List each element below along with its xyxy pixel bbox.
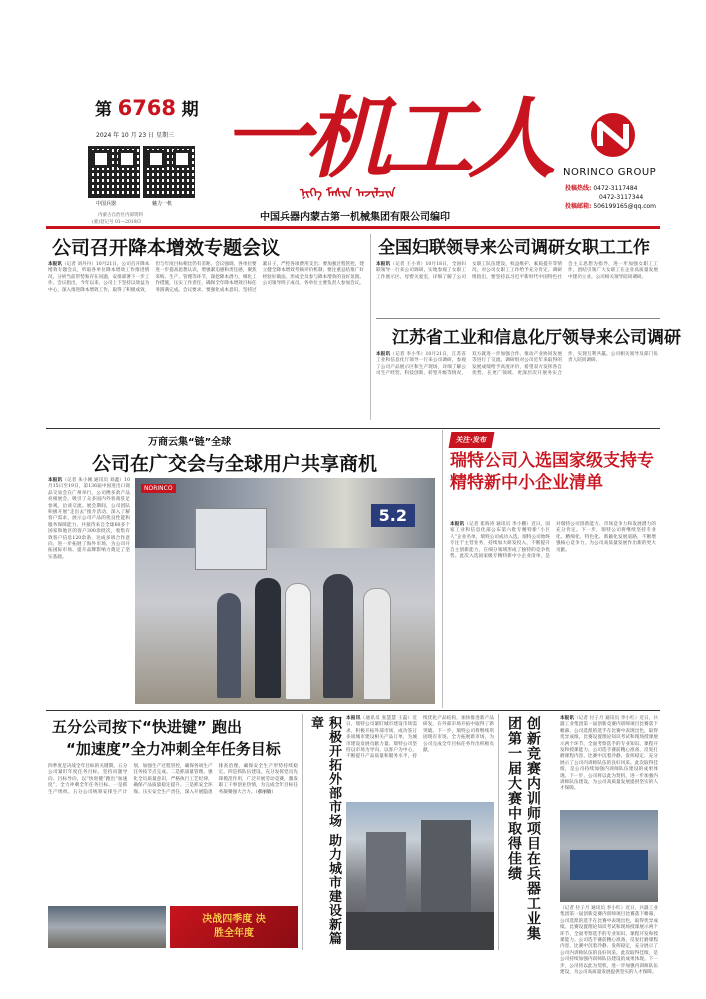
- article-6-body: [48, 764, 298, 904]
- contact-row: [565, 193, 656, 202]
- article-3-body: [376, 352, 658, 420]
- section-rule: [46, 428, 660, 429]
- article-4-photo: [135, 478, 435, 704]
- article-8-headline: 创新竞赛内训师项目在兵器工业集团第一届大赛中取得佳绩: [506, 716, 541, 941]
- article-7-headline: 积极开拓外部市场 助力城市建设新篇章: [308, 716, 341, 946]
- road-figure: [346, 912, 494, 950]
- article-2-body: [376, 262, 658, 314]
- issue-date: 2024 年 10 月 23 日 星期三: [96, 132, 174, 139]
- article-5-body: [450, 522, 656, 706]
- article-6-text: 四季度是决战全年目标的关键期。五分公司紧盯年度任务目标，坚持问题导向、目标导向，以“快进键”跑出“加速度”，全力冲刺全年任务目标。一是抓生产组织。五分公司统筹安排生产计划，加强生产过程管控，确保各项生产任务按节点完成。二是抓质量管理。强化全员质量意识，严格执行工艺纪律，确保产品质量稳定提升。三是抓安全环保。压实安全生产责任，深入开展隐患排查治理，确保安全生产形势持续稳定。四是抓队伍建设。充分发挥党员先锋模范作用，广泛开展劳动竞赛，激发职工干事创业热情，为完成全年目标任务凝聚强大合力。: [48, 764, 298, 795]
- section-rule: [46, 710, 660, 711]
- building-figure: [421, 820, 471, 912]
- qr-caption-left: 中国兵器: [96, 201, 117, 207]
- article-3-text: （记者 李小华）10月21日，江苏省工业和信息化厅领导一行来公司调研，参观了公司产品展示区和生产现场，详细了解公司生产经营、科技创新、转型升级等情况，双方就进一步加强合作、推动产业协同发展等进行了交流。调研组对公司近年来取得的发展成绩给予高度评价，希望双方发挥各自优势，在更广领域、更深层次开展务实合作，实现互利共赢。公司相关领导及部门负责人陪同调研。: [376, 352, 658, 377]
- column-divider: [370, 234, 371, 420]
- contact-row: [565, 202, 656, 211]
- publisher-line: 中国兵器内蒙古第一机械集团有限公司编印: [260, 212, 450, 223]
- qr-code-left: [88, 146, 140, 198]
- article-6-headline-line1: 五分公司按下“快进键” 跑出: [52, 718, 242, 736]
- person-figure: [323, 574, 353, 698]
- article-8-byline: 本报讯: [560, 716, 575, 721]
- article-6-headline-line2: “加速度”全力冲刺全年任务目标: [66, 740, 281, 758]
- contact-value: 0472-3117344: [599, 194, 644, 201]
- article-4-headline: 公司在广交会与全球用户共享商机: [92, 453, 378, 475]
- issue-number-block: [95, 95, 199, 120]
- article-4-body: [48, 478, 130, 704]
- internal-note-2: (蒙)登记号 01—2019/3: [92, 220, 141, 225]
- issue-suffix: 期: [181, 100, 199, 120]
- banner-text: 决战四季度 决胜全年度: [202, 914, 266, 939]
- issue-number: 6768: [117, 96, 177, 120]
- article-6-banner: [170, 906, 298, 948]
- article-1-byline: 本报讯: [48, 262, 62, 267]
- article-1-text: （记者 刘丹丹）10月21日，公司召开降本增效专题会议，听取各单位降本增效工作推进情况，分析当前形势和存在问题，安排部署下一步工作。会议指出，今年以来，公司上下坚持以效益为中心，深入推进降本增效工作，取得了积极成效，但与年度目标相比仍有差距。会议强调，各单位要进一步提高思想认识，增强紧迫感和责任感，聚焦采购、生产、管理等环节，深挖降本潜力，细化工作措施，压实工作责任，确保全年降本增效目标任务圆满完成。会议要求，要强化成本意识，坚持过紧日子，严控各项费用支出；要加强过程管控，建立健全降本增效考核评价机制；要注重总结推广好经验好做法，形成全员参与降本增效的良好氛围。公司领导班子成员、各单位主要负责人参加会议。: [48, 262, 364, 293]
- contact-value: 0472-3117484: [593, 185, 638, 192]
- article-7-photo: [346, 802, 494, 950]
- article-6-photo: [48, 906, 166, 948]
- section-rule: [376, 318, 660, 319]
- article-4-text: （记者 朱小刚 通讯员 刘鑫）10月15日至19日，第136届中国进出口商品交易会在广州举行，公司携多款产品亮相展会，吸引了众多国内外客商驻足参观、洽谈交流。展会期间，公司团队积极开展“走出去”推介活动，深入了解客户需求，展示公司产品的优良性能和服务保障能力，共接待来自全球60多个国家和地区的客户300余批次，收集有效客户信息120余条，达成多项合作意向，进一步拓展了海外市场，为公司开拓国际市场、提升品牌影响力奠定了坚实基础。: [48, 478, 130, 560]
- norinco-logo-icon: [586, 110, 640, 160]
- person-figure: [363, 588, 391, 700]
- contact-label: 投稿邮箱:: [565, 203, 592, 210]
- article-2-headline: 全国妇联领导来公司调研女职工工作: [378, 238, 650, 258]
- machine-figure: [570, 850, 648, 880]
- article-6-signature: （郝丽敏）: [255, 789, 277, 795]
- mongolian-title: ᠨᠢᠭᠡ ᠮᠠᠰᠢᠨ ᠠᠵᠢᠯᠴᠢᠨ: [300, 186, 396, 200]
- internal-note-1: 内蒙古自治区内部资料: [98, 213, 143, 218]
- contact-row: [565, 184, 656, 193]
- issue-prefix: 第: [95, 100, 112, 120]
- article-2-text: （记者 王小青）10月18日，全国妇联领导一行来公司调研，实地参观了女职工工作展示区、母婴关爱室，详细了解了公司女职工队伍建设、权益维护、素质提升等情况，对公司女职工工作给予充分肯定。调研组指出，要坚持以习近平新时代中国特色社会主义思想为指导，进一步加强女职工工作，团结引领广大女职工在企业高质量发展中建功立业。公司相关领导陪同调研。: [376, 262, 658, 280]
- article-7-byline: 本报讯: [346, 716, 361, 721]
- article-8-body: [560, 716, 658, 806]
- article-7-text: （通讯员 张慧慧 王磊）近日，瑞特公司紧盯城市建设市场需求，积极开拓外部市场，成功签订多项城市建设相关产品订单，为城市建设发展贡献力量。瑞特公司坚持以市场为导向，以客户为中心，不断提升产品质量和服务水平，持续优化产品结构，加快推进新产品研发，在外部市场开拓中取得了新突破。下一步，瑞特公司将继续巩固现有市场，全力拓展新市场，为公司完成全年目标任务作出积极贡献。: [346, 716, 494, 760]
- contact-box: [565, 184, 656, 211]
- masthead-rule: [46, 226, 660, 229]
- norinco-brand: NORINCO GROUP: [563, 167, 657, 178]
- person-figure: [255, 578, 281, 698]
- column-divider: [442, 430, 443, 708]
- article-2-byline: 本报讯: [376, 262, 391, 267]
- column-divider: [498, 714, 499, 950]
- contact-value: 506199165@qq.com: [593, 203, 657, 210]
- qr-code-right: [143, 146, 195, 198]
- article-8-text-continued: （记者 付子月 通讯员 李小红）近日，兵器工业集团第一届创新竞赛内训师项目比赛落下帷幕，公司选派的选手在比赛中表现出色，取得优异成绩。比赛设置理论知识考试和现场授课展示两个环节，全面考察选手的专业知识、课程开发和授课能力。公司选手赛前精心准备，反复打磨课程内容，比赛中沉着冷静、发挥稳定，充分展示了公司内训师队伍的良好风采。此次取得佳绩，是公司持续加强内训师队伍建设的成果体现。下一步，公司将以此为契机，进一步加强内训师队伍建设，为公司高质量发展提供坚实的人才保障。: [560, 906, 658, 976]
- article-5-text: （记者 崔海涛 通讯员 李小鹏）近日，国家工业和信息化部公布第六批专精特新“小巨人”企业名单，瑞特公司成功入选。瑞特公司始终专注于主营业务，持续加大研发投入，不断提升自主创新能力，在细分领域形成了独特的竞争优势。此次入选国家级专精特新中小企业清单，是对瑞特公司创新能力、市场竞争力和发展潜力的充分肯定。下一步，瑞特公司将继续坚持专业化、精细化、特色化、新颖化发展道路，不断增强核心竞争力，为公司高质量发展作出新的更大贡献。: [450, 522, 656, 560]
- person-figure: [285, 583, 311, 700]
- article-1-headline: 公司召开降本增效专题会议: [52, 237, 281, 259]
- photo-badge: 5.2: [371, 504, 415, 527]
- article-4-byline: 本报讯: [48, 478, 63, 483]
- article-3-byline: 本报讯: [376, 352, 391, 357]
- article-5-headline: 瑞特公司入选国家级支持专精特新中小企业清单: [450, 451, 654, 493]
- display-panel: [195, 508, 267, 570]
- article-7-body: [346, 716, 494, 798]
- article-8-text: （记者 付子月 通讯员 李小红）近日，兵器工业集团第一届创新竞赛内训师项目比赛落下帷幕，公司选派的选手在比赛中表现出色，取得优异成绩。比赛设置理论知识考试和现场授课展示两个环节，全面考察选手的专业知识、课程开发和授课能力。公司选手赛前精心准备，反复打磨课程内容，比赛中沉着冷静、发挥稳定，充分展示了公司内训师队伍的良好风采。此次取得佳绩，是公司持续加强内训师队伍建设的成果体现。下一步，公司将以此为契机，进一步加强内训师队伍建设，为公司高质量发展提供坚实的人才保障。: [560, 716, 658, 792]
- article-1-body: [48, 262, 364, 420]
- building-figure: [366, 832, 406, 912]
- photo-tag: NORINCO: [141, 484, 176, 493]
- article-3-headline: 江苏省工业和信息化厅领导来公司调研: [392, 328, 681, 348]
- person-figure: [217, 593, 241, 698]
- article-4-kicker: 万商云集“链”全球: [148, 437, 232, 448]
- newspaper-title: 一机工人: [222, 86, 551, 190]
- article-5-byline: 本报讯: [450, 522, 465, 527]
- contact-label: 投稿热线:: [565, 185, 592, 192]
- article-8-body-continued: [560, 906, 658, 976]
- column-divider: [302, 714, 303, 950]
- article-5-tag: 关注·发布: [449, 432, 494, 448]
- qr-caption-right: 魅力一机: [152, 201, 173, 207]
- article-8-photo: [560, 810, 658, 902]
